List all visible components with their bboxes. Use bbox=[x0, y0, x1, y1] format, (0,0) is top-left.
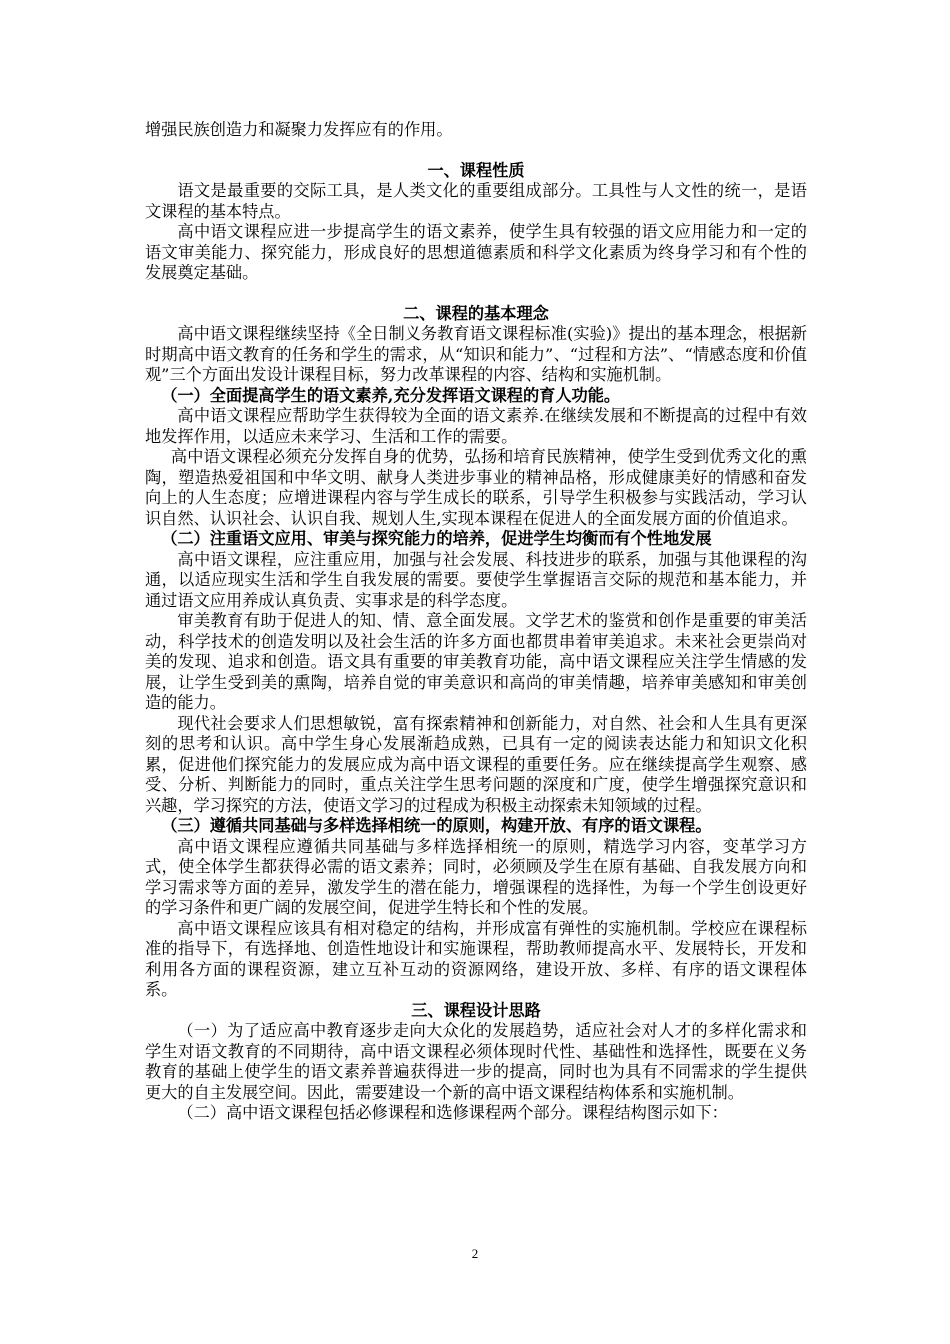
paragraph: 高中语文课程，应注重应用，加强与社会发展、科技进步的联系，加强与其他课程的沟通，以适应现实生活和学生自我发展的需要。要使学生掌握语言交际的规范和基本能力，并通过语文应用养成认真负责、实事求是的科学态度。 bbox=[145, 549, 807, 610]
paragraph: 审美教育有助于促进人的知、情、意全面发展。文学艺术的鉴赏和创作是重要的审美活动，科学技术的创造发明以及社会生活的许多方面也都贯串着审美追求。未来社会更崇尚对美的发现、追求和创造。语文具有重要的审美教育功能，高中语文课程应关注学生情感的发展，让学生受到美的熏陶，培养自觉的审美意识和高尚的审美情趣，培养审美感知和审美创造的能力。 bbox=[145, 611, 807, 712]
section-heading-nature: 一、课程性质 bbox=[427, 160, 525, 180]
section-heading-concept: 二、课程的基本理念 bbox=[403, 303, 549, 323]
paragraph: 高中语文课程继续坚持《全日制义务教育语文课程标准(实验)》提出的基本理念，根据新时期高中语文教育的任务和学生的需求，从“知识和能力”、“过程和方法”、“情感态度和价值观”三个方面出发设计课程目标，努力改革课程的内容、结构和实施机制。 bbox=[145, 324, 807, 384]
paragraph: 高中语文课程应进一步提高学生的语文素养，使学生具有较强的语文应用能力和一定的语文审美能力、探究能力，形成良好的思想道德素质和科学文化素质为终身学习和有个性的发展奠定基础。 bbox=[145, 222, 807, 282]
paragraph: 高中语文课程应该具有相对稳定的结构，并形成富有弹性的实施机制。学校应在课程标准的指导下，有选择地、创造性地设计和实施课程，帮助教师提高水平、发展特长，开发和利用各方面的课程资源，建立互补互动的资源网络，建设开放、多样、有序的语文课程体系。 bbox=[145, 918, 807, 999]
page-number: 2 bbox=[471, 1246, 479, 1261]
paragraph: 高中语文课程应遵循共同基础与多样选择相统一的原则，精选学习内容，变革学习方式，使全体学生都获得必需的语文素养；同时，必须顾及学生在原有基础、自我发展方向和学习需求等方面的差异，激发学生的潜在能力，增强课程的选择性，为每一个学生创设更好的学习条件和更广阔的发展空间，促进学生特长和个性的发展。 bbox=[145, 836, 807, 917]
subsection-heading-3: （三）遵循共同基础与多样选择相统一的原则，构建开放、有序的语文课程。 bbox=[161, 816, 712, 835]
intro-paragraph: 增强民族创造力和凝聚力发挥应有的作用。 bbox=[145, 120, 453, 139]
paragraph: 语文是最重要的交际工具，是人类文化的重要组成部分。工具性与人文性的统一，是语文课程的基本特点。 bbox=[145, 181, 807, 221]
paragraph: 高中语文课程应帮助学生获得较为全面的语文素养.在继续发展和不断提高的过程中有效地发挥作用，以适应未来学习、生活和工作的需要。 bbox=[145, 406, 807, 446]
subsection-heading-2: （二）注重语文应用、审美与探究能力的培养，促进学生均衡而有个性地发展 bbox=[161, 529, 712, 548]
section-heading-design: 三、课程设计思路 bbox=[411, 1000, 541, 1020]
paragraph: 现代社会要求人们思想敏锐，富有探索精神和创新能力，对自然、社会和人生具有更深刻的思考和认识。高中学生身心发展渐趋成熟，已具有一定的阅读表达能力和知识文化积累，促进他们探究能力的发展应成为高中语文课程的重要任务。应在继续提高学生观察、感受、分析、判断能力的同时，重点关注学生思考问题的深度和广度，使学生增强探究意识和兴趣，学习探究的方法，使语文学习的过程成为积极主动探索未知领域的过程。 bbox=[145, 713, 807, 815]
subsection-heading-1: （一）全面提高学生的语文素养,充分发挥语文课程的育人功能。 bbox=[161, 385, 621, 405]
paragraph: 高中语文课程必须充分发挥自身的优势，弘扬和培育民族精神，使学生受到优秀文化的熏陶，塑造热爱祖国和中华文明、献身人类进步事业的精神品格，形成健康美好的情感和奋发向上的人生态度；应增进课程内容与学生成长的联系，引导学生积极参与实践活动，学习认识自然、认识社会、认识自我、规划人生,实现本课程在促进人的全面发展方面的价值追求。 bbox=[145, 447, 807, 528]
paragraph: （一）为了适应高中教育逐步走向大众化的发展趋势，适应社会对人才的多样化需求和学生对语文教育的不同期待，高中语文课程必须体现时代性、基础性和选择性，既要在义务教育的基础上使学生的语文素养普遍获得进一步的提高，同时也为具有不同需求的学生提供更大的自主发展空间。因此，需要建设一个新的高中语文课程结构体系和实施机制。 bbox=[145, 1021, 807, 1102]
page-body bbox=[145, 120, 807, 1124]
paragraph: （二）高中语文课程包括必修课程和选修课程两个部分。课程结构图示如下： bbox=[177, 1103, 728, 1122]
